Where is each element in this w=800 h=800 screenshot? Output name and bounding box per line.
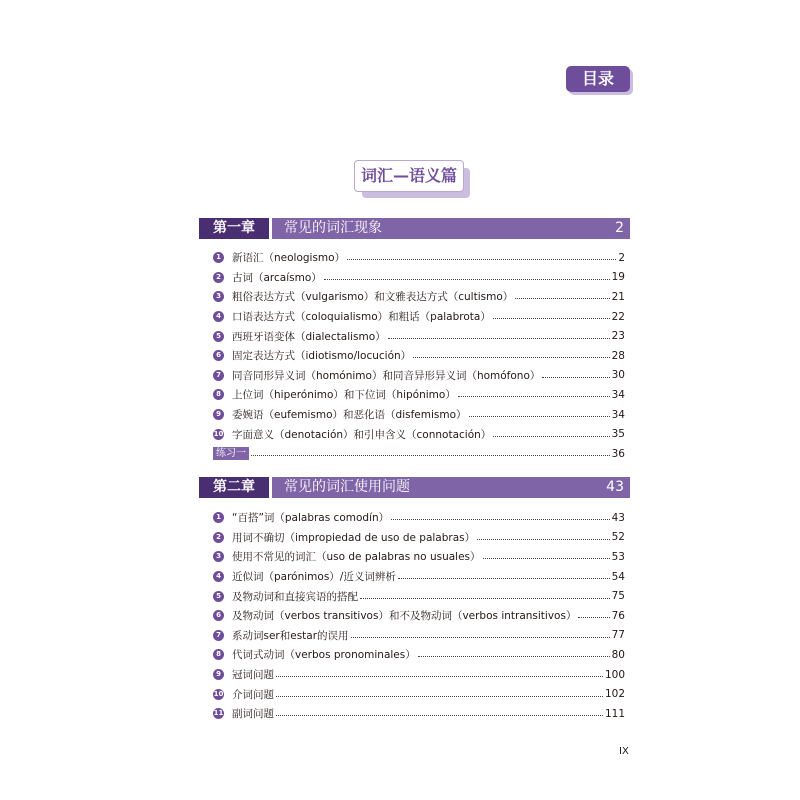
entry-page-number: 77 (611, 629, 625, 642)
entry-page-number: 2 (618, 251, 625, 264)
entry-number-badge: 2 (213, 272, 224, 283)
entry-number-badge: 6 (213, 610, 224, 621)
entry-page-number: 76 (611, 609, 625, 622)
entry-number-badge: 8 (213, 389, 224, 400)
entry-number-badge: 9 (213, 409, 224, 420)
dot-leader (418, 656, 610, 657)
entry-number-badge: 4 (213, 311, 224, 322)
entry-page-number: 34 (611, 388, 625, 401)
toc-entry[interactable] (213, 704, 625, 724)
entry-page-number: 34 (611, 408, 625, 421)
entry-title: 固定表达方式（idiotismo/locución） (232, 350, 412, 363)
entry-title: 近似词（parónimos）/近义词辨析 (232, 571, 396, 584)
entry-page-number: 100 (604, 668, 625, 681)
entry-page-number: 52 (611, 531, 625, 544)
entry-title: 粗俗表达方式（vulgarismo）和文雅表达方式（cultismo） (232, 291, 514, 304)
entry-title: 副词问题 (232, 708, 274, 721)
entry-number-badge: 10 (213, 429, 224, 438)
toc-entry[interactable] (213, 405, 625, 425)
dot-leader (276, 715, 603, 716)
dot-leader (477, 539, 610, 540)
chapter-1-title-band (272, 218, 630, 239)
entry-page-number: 54 (611, 570, 625, 583)
entry-page-number: 21 (611, 290, 625, 303)
entry-number-badge: 3 (213, 551, 224, 562)
exercise-1-page: 36 (611, 447, 625, 460)
entry-page-number: 22 (611, 310, 625, 323)
entry-title: 用词不确切（impropiedad de uso de palabras） (232, 531, 476, 544)
entry-number-badge: 6 (213, 350, 224, 361)
dot-leader (515, 298, 609, 299)
page-folio: IX (619, 746, 629, 757)
toc-entry[interactable] (213, 424, 625, 444)
entry-page-number: 80 (611, 648, 625, 661)
entry-title: 新语汇（neologismo） (232, 252, 346, 265)
dot-leader (388, 338, 610, 339)
exercise-1-row[interactable] (213, 446, 625, 461)
toc-entry[interactable] (213, 547, 625, 567)
dot-leader (578, 617, 609, 618)
entry-title: 代词式动词（verbos pronominales） (232, 649, 416, 662)
entry-number-badge: 4 (213, 571, 224, 582)
dot-leader (324, 279, 610, 280)
entry-page-number: 102 (604, 688, 625, 701)
dot-leader (413, 357, 609, 358)
toc-entry[interactable] (213, 268, 625, 288)
toc-entry[interactable] (213, 606, 625, 626)
toc-entry[interactable] (213, 528, 625, 548)
entry-number-badge: 8 (213, 649, 224, 660)
entry-title: 介词问题 (232, 688, 274, 701)
chapter-2-title-band (272, 477, 630, 498)
toc-entry[interactable] (213, 307, 625, 327)
dot-leader (276, 696, 603, 697)
dot-leader (360, 598, 610, 599)
entry-title: 委婉语（eufemismo）和恶化语（disfemismo） (232, 409, 467, 422)
entry-number-badge: 10 (213, 689, 224, 698)
dot-leader (347, 259, 616, 260)
entry-title: 同音同形异义词（homónimo）和同音异形异义词（homófono） (232, 369, 541, 382)
entry-number-badge: 7 (213, 630, 224, 641)
toc-entry[interactable] (213, 248, 625, 268)
entry-title: 及物动词（verbos transitivos）和不及物动词（verbos intransitivos） (232, 610, 577, 623)
entry-number-badge: 1 (213, 512, 224, 523)
entry-title: 西班牙语变体（dialectalismo） (232, 330, 386, 343)
entry-title: 字面意义（denotación）和引申含义（connotación） (232, 428, 492, 441)
entry-page-number: 111 (604, 707, 625, 720)
dot-leader (391, 519, 609, 520)
toc-title-tag: 目录 (566, 66, 630, 92)
dot-leader (251, 455, 610, 456)
dot-leader (458, 396, 610, 397)
entry-number-badge: 5 (213, 591, 224, 602)
chapter-2-header[interactable] (199, 477, 630, 498)
entry-number-badge: 7 (213, 370, 224, 381)
entry-page-number: 19 (611, 271, 625, 284)
entry-title: 上位词（hiperónimo）和下位词（hipónimo） (232, 389, 456, 402)
dot-leader (542, 377, 609, 378)
toc-entry[interactable] (213, 586, 625, 606)
chapter-2-entries (213, 508, 625, 724)
section-title-text: 词汇—语义篇 (354, 160, 464, 192)
dot-leader (351, 637, 610, 638)
entry-title: 使用不常见的词汇（uso de palabras no usuales） (232, 551, 481, 564)
chapter-1-header[interactable] (199, 218, 630, 239)
entry-page-number: 75 (611, 590, 625, 603)
chapter-1-entries (213, 248, 625, 444)
toc-entry[interactable] (213, 385, 625, 405)
section-title (354, 160, 466, 192)
entry-number-badge: 3 (213, 291, 224, 302)
entry-title: 系动词ser和estar的误用 (232, 629, 349, 642)
entry-title: 古词（arcaísmo） (232, 271, 322, 284)
chapter-1-number: 第一章 (199, 218, 269, 239)
chapter-2-title: 常见的词汇使用问题 (284, 479, 410, 495)
chapter-1-page: 2 (615, 220, 624, 236)
entry-page-number: 35 (611, 428, 625, 441)
entry-page-number: 28 (611, 349, 625, 362)
entry-title: 口语表达方式（coloquialismo）和粗话（palabrota） (232, 311, 491, 324)
toc-entry[interactable] (213, 326, 625, 346)
chapter-1-title: 常见的词汇现象 (284, 220, 382, 236)
entry-number-badge: 11 (213, 709, 224, 718)
toc-entry[interactable] (213, 346, 625, 366)
toc-entry[interactable] (213, 626, 625, 646)
chapter-2-page: 43 (606, 479, 624, 495)
dot-leader (398, 578, 610, 579)
exercise-1-label: 练习一 (213, 447, 249, 460)
entry-number-badge: 9 (213, 669, 224, 680)
entry-page-number: 53 (611, 550, 625, 563)
toc-entry[interactable] (213, 508, 625, 528)
dot-leader (493, 436, 609, 437)
entry-number-badge: 5 (213, 331, 224, 342)
entry-title: 冠词问题 (232, 669, 274, 682)
entry-title: 及物动词和直接宾语的搭配 (232, 590, 358, 603)
entry-number-badge: 2 (213, 532, 224, 543)
toc-entry[interactable] (213, 684, 625, 704)
entry-page-number: 43 (611, 511, 625, 524)
toc-entry[interactable] (213, 645, 625, 665)
chapter-2-number: 第二章 (199, 477, 269, 498)
dot-leader (483, 558, 610, 559)
entry-page-number: 30 (611, 369, 625, 382)
toc-entry[interactable] (213, 665, 625, 685)
entry-page-number: 23 (611, 330, 625, 343)
toc-entry[interactable] (213, 567, 625, 587)
entry-title: “百搭”词（palabras comodín） (232, 512, 390, 525)
toc-entry[interactable] (213, 287, 625, 307)
entry-number-badge: 1 (213, 252, 224, 263)
toc-entry[interactable] (213, 366, 625, 386)
dot-leader (276, 676, 603, 677)
dot-leader (493, 318, 610, 319)
dot-leader (469, 416, 610, 417)
